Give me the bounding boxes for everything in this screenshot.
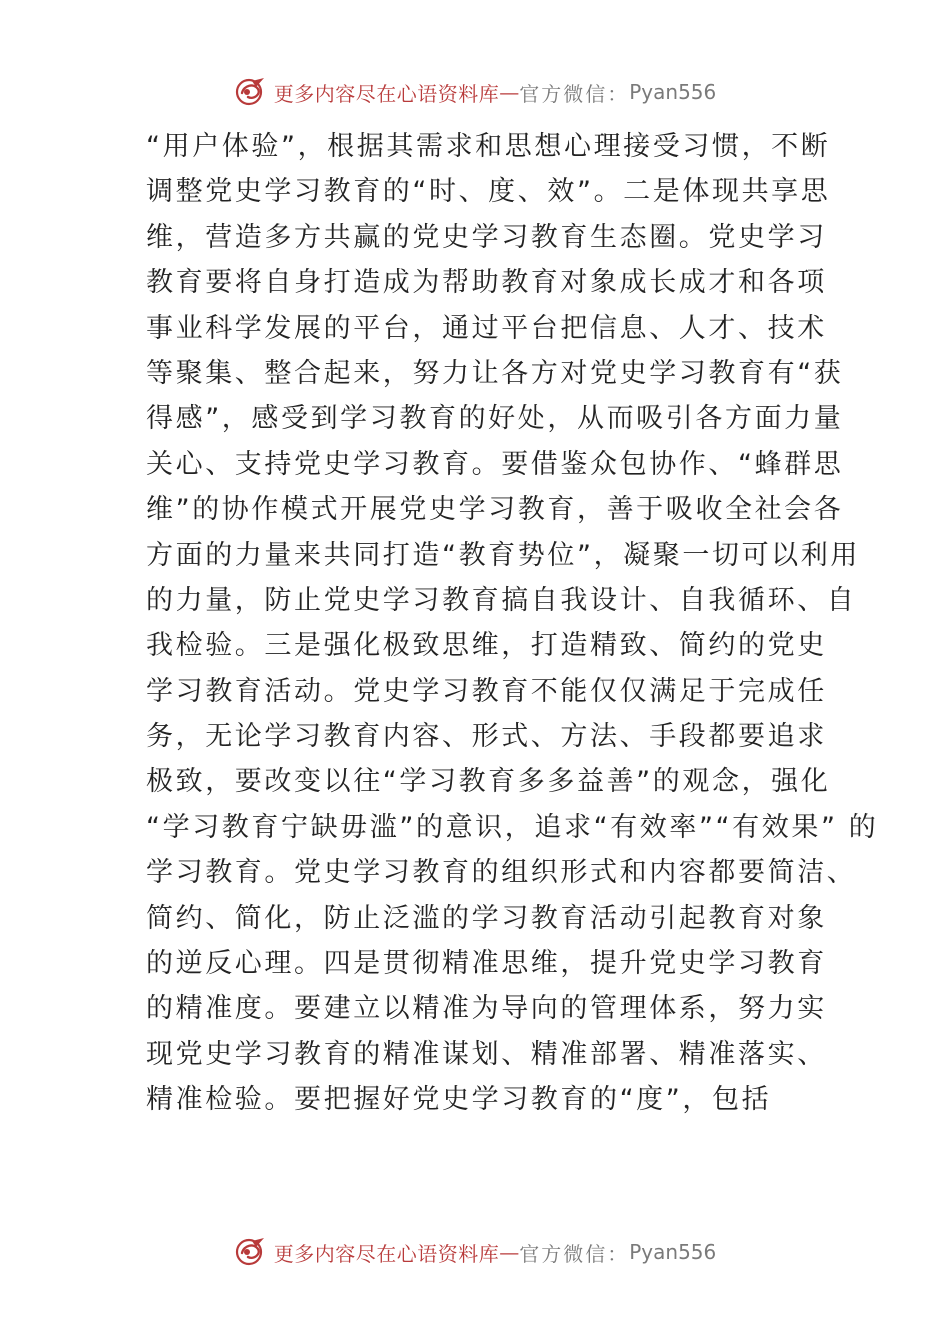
text-line: 现党史学习教育的精准谋划、精准部署、精准落实、 (146, 1038, 827, 1070)
wechat-id: Pyan556 (629, 80, 717, 104)
promo-text: 更多内容尽在心语资料库 (273, 1241, 500, 1266)
text-line: 学习教育活动。党史学习教育不能仅仅满足于完成任 (146, 675, 827, 707)
banner-dash: — (499, 80, 520, 104)
text-line: 得感”，感受到学习教育的好处，从而吸引各方面力量 (146, 403, 844, 435)
text-line: 教育要将自身打造成为帮助教育对象成长成才和各项 (146, 267, 827, 299)
text-line: 事业科学发展的平台，通过平台把信息、人才、技术 (146, 312, 827, 344)
text-line: 学习教育。党史学习教育的组织形式和内容都要简洁、 (146, 857, 857, 889)
footer-banner (0, 1232, 950, 1272)
text-line: 简约、简化，防止泛滥的学习教育活动引起教育对象 (146, 902, 827, 934)
text-line: 维，营造多方共赢的党史学习教育生态圈。党史学习 (146, 221, 827, 253)
wechat-label: 官方微信： (519, 81, 630, 106)
header-banner (0, 72, 950, 112)
text-line: 精准检验。要把握好党史学习教育的“度”，包括 (146, 1084, 772, 1116)
wechat-id: Pyan556 (629, 1240, 717, 1264)
heart-swirl-logo-icon (234, 75, 268, 109)
text-line: “学习教育宁缺毋滥”的意识，追求“有效率”“有效果” 的 (146, 811, 879, 843)
text-line: 务，无论学习教育内容、形式、方法、手段都要追求 (146, 721, 827, 753)
text-line: 我检验。三是强化极致思维，打造精致、简约的党史 (146, 630, 827, 662)
banner-dash: — (499, 1240, 520, 1264)
text-line: 方面的力量来共同打造“教育势位”，凝聚一切可以利用 (146, 539, 860, 571)
wechat-label: 官方微信： (519, 1241, 630, 1266)
text-line: 调整党史学习教育的“时、度、效”。二是体现共享思 (146, 176, 831, 208)
text-line: 关心、支持党史学习教育。要借鉴众包协作、“蜂群思 (146, 448, 844, 480)
text-line: 的精准度。要建立以精准为导向的管理体系，努力实 (146, 993, 827, 1025)
text-line: 极致，要改变以往“学习教育多多益善”的观念，强化 (146, 766, 831, 798)
text-line: 维”的协作模式开展党史学习教育，善于吸收全社会各 (146, 494, 844, 526)
text-line: 等聚集、整合起来，努力让各方对党史学习教育有“获 (146, 357, 844, 389)
document-body (146, 124, 879, 1123)
promo-text: 更多内容尽在心语资料库 (273, 81, 500, 106)
text-line: 的逆反心理。四是贯彻精准思维，提升党史学习教育 (146, 948, 827, 980)
text-line: 的力量，防止党史学习教育搞自我设计、自我循环、自 (146, 584, 857, 616)
text-line: “用户体验”，根据其需求和思想心理接受习惯，不断 (146, 131, 831, 162)
heart-swirl-logo-icon (234, 1235, 268, 1269)
